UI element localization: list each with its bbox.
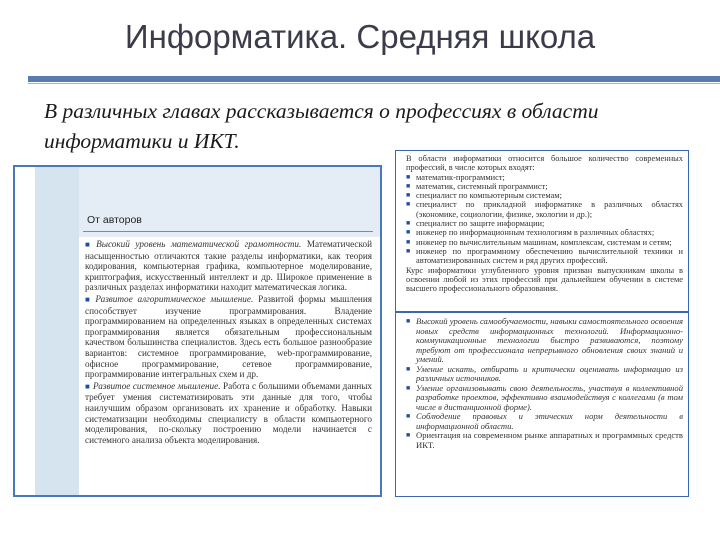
- page-body-text: [406, 154, 683, 293]
- textbook-page-scan-left: [13, 165, 382, 497]
- bullet-icon: ■: [406, 181, 411, 190]
- list-item: ■ Высокий уровень самообучаемости, навыки самостоятельного освоения новых средств информационных технологий. Информационно-коммуникационные технологии быстро развиваются, поэтому требуют от профессионала непрерывного обновления своих знаний и умений.: [406, 316, 683, 364]
- bullet-icon: ■: [406, 317, 411, 325]
- page-side-band: [35, 167, 79, 497]
- title-underline-thin: [28, 83, 720, 84]
- bullet-icon: ■: [406, 246, 411, 255]
- list-item: ■ специалист по компьютерным системам;: [406, 191, 562, 201]
- bullet-icon: ■: [406, 364, 411, 373]
- skills-list: [406, 317, 683, 450]
- bullet-icon: ■: [406, 200, 411, 209]
- list-item: ■ математик, системный программист;: [406, 181, 548, 191]
- page-heading: От авторов: [87, 214, 142, 226]
- list-item: ■ Соблюдение правовых и этических норм деятельности в информационной области.: [406, 411, 683, 431]
- list-intro: В области информатики относится большое количество современных профессий, в числе которых входят:: [406, 154, 683, 173]
- paragraph-text: Математической насыщенностью отличаются такие разделы информатики, как теория кодирования, компьютерная графика, компьютерное моделирование, криптография, искусственный интеллект и др. Широкое применение в различных разделах информатики находит математическая логика.: [85, 239, 372, 293]
- paragraph-text: Работа с большими объемами данных требует умения систематизировать эти данные для того, чтобы наилучшим образом организовать их хранение и обработку. Навыки систематизации необходимы специалисту в области компьютерного моделирования, по-скольку построению модели начинается с системного анализа объекта моделирования.: [85, 380, 373, 445]
- paragraph-lead: Развитое алгоритмическое мышление.: [95, 293, 254, 304]
- bullet-icon: ■: [406, 228, 411, 237]
- bullet-icon: ■: [85, 381, 91, 391]
- bullet-icon: ■: [406, 383, 411, 392]
- list-item: ■ инженер по информационным технологиям в различных областях;: [406, 228, 655, 238]
- page-body-text: [85, 239, 372, 446]
- page-paragraph: [85, 381, 372, 446]
- list-item: ■ инженер по вычислительным машинам, комплексам, системам и сетям;: [406, 237, 672, 247]
- textbook-page-scan-right-upper: [395, 150, 689, 312]
- list-outro: Курс информатики углубленного уровня призван выпускникам школы в освоении любой из этих профессий при дальнейшем обучении в системе высшего профессионального образования.: [406, 265, 683, 294]
- bullet-icon: ■: [85, 294, 93, 304]
- professions-list: [406, 173, 683, 266]
- bullet-icon: ■: [406, 172, 411, 181]
- paragraph-lead: Высокий уровень математической грамотности.: [96, 239, 302, 249]
- page-paragraph: [85, 294, 372, 380]
- list-item: ■ математик-программист;: [406, 172, 505, 182]
- page-header-band: [35, 167, 382, 237]
- page-heading-rule: [83, 231, 373, 232]
- title-underline: [28, 76, 720, 82]
- bullet-icon: ■: [85, 240, 94, 249]
- textbook-page-scan-right-lower: [395, 312, 689, 497]
- bullet-icon: ■: [406, 237, 411, 246]
- paragraph-text: Развитой формы мышления способствует изучение программирования. Владение программированием на определенных языках в определенных системах программирования является обязательным профессиональным качеством большинства специалистов. Здесь есть большое разнообразие вариантов: системное программирование, web-программирование, офисное программирование, сетевое программирование, программирование интегральных схем и др.: [85, 293, 372, 380]
- list-item: ■ специалист по прикладной информатике в различных областях (экономике, социологии, физике, экологии и др.);: [406, 200, 683, 219]
- list-item: ■ Умение организовывать свою деятельность, участвуя в коллективной разработке проектов, эффективно взаимодействуя с коллегами (в том числе в дистанционной форме).: [406, 382, 683, 412]
- page-body-text: [406, 317, 683, 450]
- slide-title: Информатика. Средняя школа: [124, 18, 596, 55]
- slide-intro-text: В различных главах рассказывается о профессиях в области информатики и ИКТ.: [44, 99, 599, 153]
- bullet-icon: ■: [406, 219, 411, 228]
- list-item: ■ инженер по программному обеспечению вычислительной техники и автоматизированных систем и ряд других профессий.: [406, 246, 683, 266]
- list-item: ■ Ориентация на современном рынке аппаратных и программных средств ИКТ.: [406, 430, 683, 450]
- bullet-icon: ■: [406, 191, 411, 200]
- list-item: ■ специалист по защите информации;: [406, 219, 545, 229]
- page-paragraph: [85, 239, 372, 293]
- list-item: ■ Умение искать, отбирать и критически оценивать информацию из различных источников.: [406, 363, 683, 383]
- bullet-icon: ■: [406, 412, 411, 420]
- paragraph-lead: Развитое системное мышление.: [93, 380, 221, 391]
- bullet-icon: ■: [406, 431, 411, 439]
